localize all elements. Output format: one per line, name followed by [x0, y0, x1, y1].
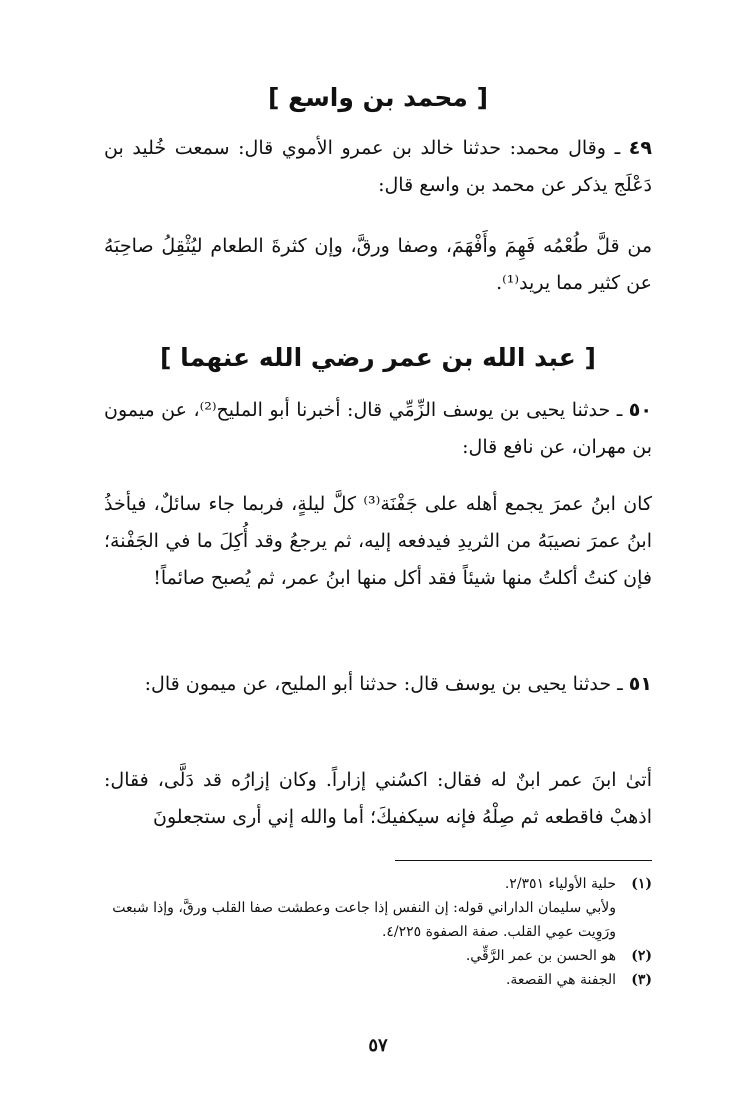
hadith-text: ـ حدثنا يحيى بن يوسف الزِّمِّي قال: أخبرنا أبو المليح⁽²⁾، عن ميمون بن مهران، عن نافع قال: [104, 399, 652, 458]
footnote-3 [104, 968, 652, 992]
quote-text: كان ابنُ عمرَ يجمع أهله على جَفْنَة⁽³⁾ كلَّ ليلةٍ، فربما جاء سائلٌ، فيأخذُ ابنُ عمرَ نصيبَهُ من الثريدِ فيدفعه إليه، ثم يرجعُ وقد أُكِلَ ما في الجَفْنة؛ فإن كنتُ أكلتُ منها شيئاً فقد أكل منها ابنُ عمر، ثم يُصبح صائماً! [104, 493, 652, 589]
footnote-text: حلية الأولياء ٢/٣٥١. [504, 876, 616, 892]
hadith-number: ٥١ [628, 673, 652, 695]
paragraph-quote-2 [104, 486, 652, 597]
page-number: ٥٧ [368, 1035, 388, 1056]
section-heading-muhammad-ibn-wasi: [ محمد بن واسع ] [267, 83, 489, 112]
footnotes [104, 872, 652, 992]
quote-text: أتىٰ ابنَ عمر ابنٌ له فقال: اكسُني إزاراً. وكان إزارُه قد دَلَّى، فقال: اذهبْ فاقطعه ثم صِلْهُ فإنه سيكفيكَ؛ أما والله إني أرى ستجعلونَ [104, 769, 652, 828]
footnote-2 [104, 944, 652, 968]
footnote-number: (١) [631, 876, 652, 892]
paragraph-quote-3 [104, 762, 652, 836]
footnote-divider [395, 860, 652, 861]
hadith-text: ـ وقال محمد: حدثنا خالد بن عمرو الأموي قال: سمعت خُليد بن دَعْلَج يذكر عن محمد بن واسع قال: [104, 137, 652, 196]
paragraph-50 [104, 392, 652, 466]
paragraph-49 [104, 130, 652, 204]
section-heading-abdullah-ibn-umar: [ عبد الله بن عمر رضي الله عنهما ] [160, 343, 596, 372]
hadith-number: ٤٩ [628, 137, 652, 159]
hadith-number: ٥٠ [628, 399, 652, 421]
footnote-text: هو الحسن بن عمر الرَّقِّي. [465, 948, 616, 964]
paragraph-51 [104, 666, 652, 703]
hadith-text: ـ حدثنا يحيى بن يوسف قال: حدثنا أبو المليح، عن ميمون قال: [144, 673, 623, 695]
paragraph-quote-1 [104, 228, 652, 302]
footnote-1-continuation: ولأبي سليمان الداراني قوله: إن النفس إذا جاعت وعطشت صفا القلب ورقَّ، وإذا شبعت ورَوِيت عمِي القلب. صفة الصفوة ٤/٢٢٥. [112, 900, 616, 940]
footnote-text: الجفنة هي القصعة. [505, 972, 616, 988]
footnote-number: (٣) [631, 972, 652, 988]
quote-text: من قلَّ طُعْمُه فَهِمَ وأَفْهَمَ، وصفا ورقَّ، وإن كثرةَ الطعام ليُثْقِلُ صاحِبَهُ عن كثير مما يريد⁽¹⁾. [104, 235, 652, 294]
footnote-1 [104, 872, 652, 896]
footnote-number: (٢) [631, 948, 652, 964]
